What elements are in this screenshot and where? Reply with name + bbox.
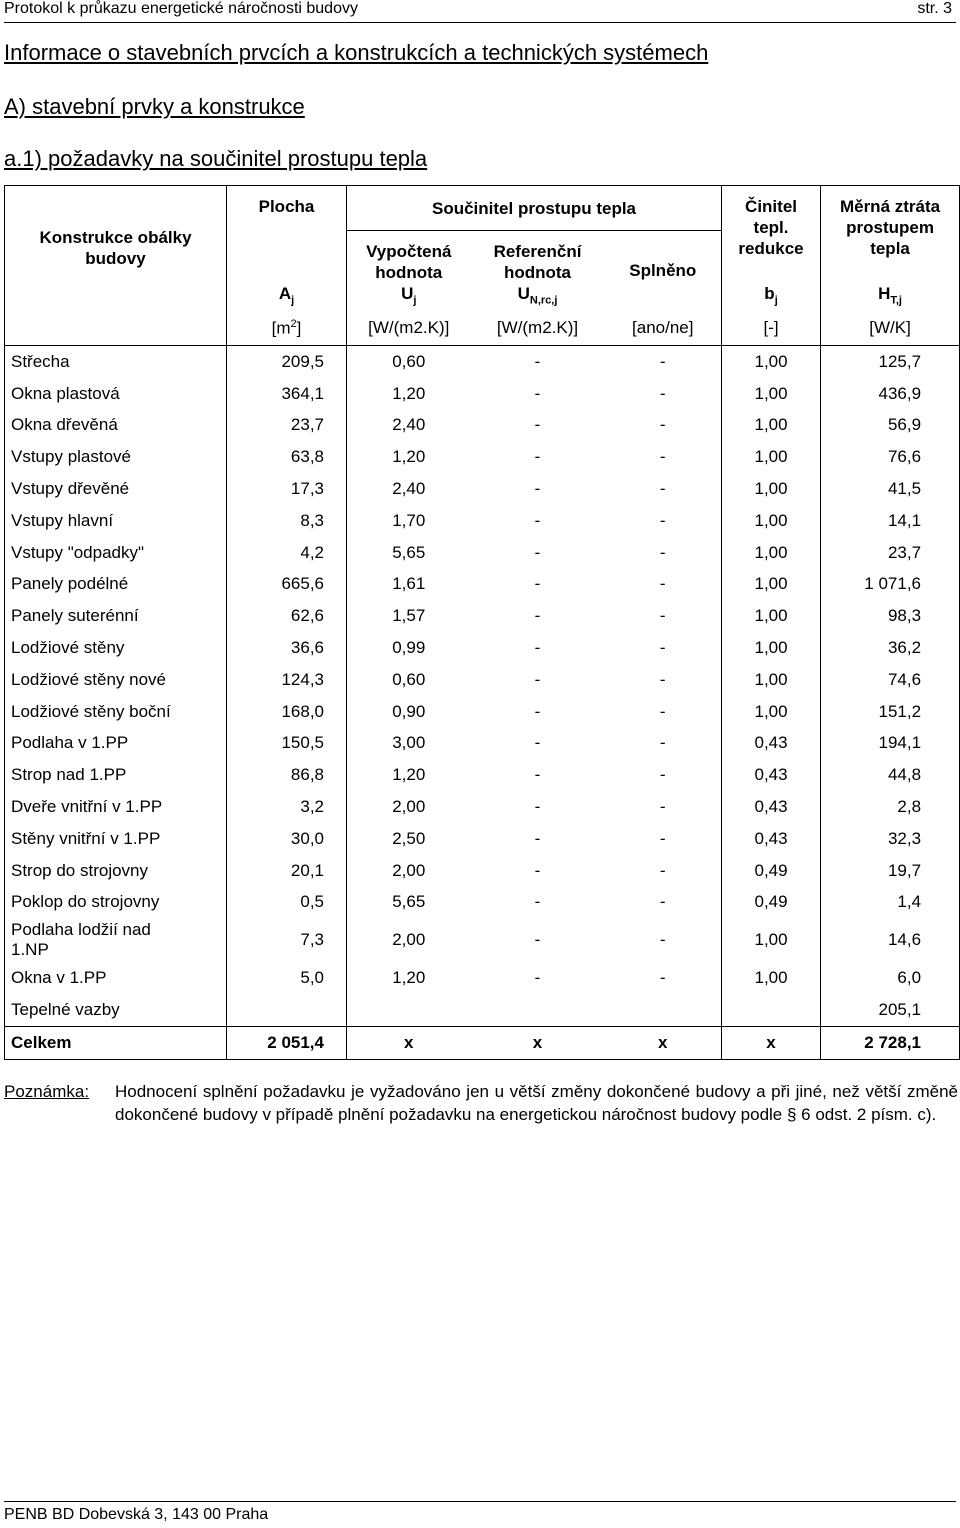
cell-uref: - [534,637,541,657]
unit-uref: [W/(m2.K)] [471,311,605,346]
table-row [5,823,960,855]
cell-plocha: 7,3 [227,918,347,962]
cell-plocha: 86,8 [227,759,347,791]
cell-b: 1,00 [722,441,821,473]
table-row [5,962,960,994]
cell-plocha: 36,6 [227,632,347,664]
table-row [5,632,960,664]
cell-uref: - [534,447,541,467]
cell-plocha: 150,5 [227,727,347,759]
cell-h: 151,2 [821,696,960,728]
table-row [5,600,960,632]
cell-plocha: 4,2 [227,537,347,569]
cell-h: 2,8 [821,791,960,823]
cell-plocha: 168,0 [227,696,347,728]
cell-splneno: - [659,930,666,950]
table-row [5,886,960,918]
cell-b: 0,43 [722,727,821,759]
cell-splneno: - [659,701,666,721]
page-number: str. 3 [917,0,952,17]
cell-b: 1,00 [722,345,821,377]
cell-u: 1,20 [347,441,471,473]
cell-u: 0,99 [347,632,471,664]
cell-konstrukce: Panely suterénní [11,606,139,626]
cell-uref: - [534,701,541,721]
cell-plocha: 17,3 [227,473,347,505]
cell-b: 1,00 [722,473,821,505]
cell-splneno: - [659,637,666,657]
cell-u: 1,20 [347,759,471,791]
cell-uref: - [534,542,541,562]
cell-u: 0,60 [347,664,471,696]
header-referencni: Referenční hodnota [471,231,605,283]
cell-b: 0,43 [722,791,821,823]
cell-h: 41,5 [821,473,960,505]
cell-splneno: - [659,415,666,435]
cell-konstrukce: Vstupy "odpadky" [11,542,145,562]
note [4,1080,958,1126]
cell-uref: - [534,478,541,498]
table-row [5,505,960,537]
cell-plocha: 30,0 [227,823,347,855]
cell-uref: - [534,930,541,950]
header-cinitel: Činitel tepl. redukce [722,186,821,283]
cell-u: 5,65 [347,537,471,569]
cell-u: 2,50 [347,823,471,855]
cell-u: 5,65 [347,886,471,918]
cell-h: 436,9 [821,378,960,410]
cell-plocha: 8,3 [227,505,347,537]
cell-konstrukce: Lodžiové stěny nové [11,669,166,689]
cell-h: 125,7 [821,345,960,377]
cell-uref: - [534,669,541,689]
cell-splneno: - [659,351,666,371]
table-row [5,918,960,962]
cell-empty [471,994,605,1026]
cell-h: 194,1 [821,727,960,759]
cell-splneno: - [659,574,666,594]
cell-konstrukce: Lodžiové stěny [11,637,125,657]
cell-b: 0,49 [722,855,821,887]
cell-u: 1,20 [347,962,471,994]
cell-b: 1,00 [722,962,821,994]
cell-h: 74,6 [821,664,960,696]
header-u-symbol: $U_j$ [347,283,471,311]
cell-empty [722,994,821,1026]
cell-uref: - [534,606,541,626]
cell-b: x [722,1026,821,1059]
cell-u: 3,00 [347,727,471,759]
cell-h: 44,8 [821,759,960,791]
cell-splneno: x [605,1026,722,1059]
cell-uref: x [471,1026,605,1059]
cell-b: 1,00 [722,918,821,962]
cell-splneno: - [659,796,666,816]
cell-u: 0,60 [347,345,471,377]
cell-plocha: 62,6 [227,600,347,632]
header-b-symbol: $b_j$ [722,283,821,311]
cell-u: 1,70 [347,505,471,537]
cell-b: 0,43 [722,823,821,855]
table-row [5,537,960,569]
cell-plocha: 3,2 [227,791,347,823]
cell-splneno: - [659,860,666,880]
cell-splneno: - [659,606,666,626]
cell-splneno: - [659,510,666,530]
cell-plocha: 665,6 [227,568,347,600]
cell-b: 1,00 [722,409,821,441]
cell-u: 1,20 [347,378,471,410]
table-row [5,696,960,728]
cell-b: 1,00 [722,568,821,600]
cell-h: 1 071,6 [821,568,960,600]
cell-plocha: 209,5 [227,345,347,377]
cell-splneno: - [659,765,666,785]
u-value-table [4,185,960,1060]
unit-splneno: [ano/ne] [605,311,722,346]
unit-b: [-] [722,311,821,346]
table-row [5,345,960,377]
cell-h: 1,4 [821,886,960,918]
cell-uref: - [534,574,541,594]
footer-text: PENB BD Dobevská 3, 143 00 Praha [4,1506,269,1523]
cell-h: 32,3 [821,823,960,855]
cell-empty [347,994,471,1026]
table-row [5,664,960,696]
cell-konstrukce: Strop nad 1.PP [11,765,127,785]
cell-uref: - [534,733,541,753]
note-text: Hodnocení splnění požadavku je vyžadováno jen u větší změny dokončené budovy a při jiné, než větší změně dokončené budovy v případě plnění požadavku na energetickou náročnost budovy podle § 6 odst. 2 písm. c). [115,1082,958,1124]
cell-konstrukce: Stěny vnitřní v 1.PP [11,828,161,848]
cell-plocha: 2 051,4 [227,1026,347,1059]
cell-konstrukce [5,918,227,962]
cell-h: 2 728,1 [821,1026,960,1059]
footer-divider [4,1501,956,1502]
cell-h: 98,3 [821,600,960,632]
cell-konstrukce: Celkem [5,1026,227,1059]
cell-konstrukce: Tepelné vazby [11,999,120,1019]
table-row [5,855,960,887]
cell-uref: - [534,351,541,371]
table-row [5,409,960,441]
cell-konstrukce: Dveře vnitřní v 1.PP [11,796,163,816]
cell-splneno: - [659,669,666,689]
cell-plocha: 124,3 [227,664,347,696]
cell-konstrukce: Okna plastová [11,383,120,403]
cell-splneno: - [659,968,666,988]
cell-konstrukce: Střecha [11,351,70,371]
cell-b: 1,00 [722,600,821,632]
cell-konstrukce: Poklop do strojovny [11,892,160,912]
cell-uref: - [534,860,541,880]
cell-splneno: - [659,892,666,912]
cell-konstrukce: Podlaha v 1.PP [11,733,129,753]
subsubsection-heading: a.1) požadavky na součinitel prostupu tepla [4,146,428,171]
cell-empty [227,994,347,1026]
header-vypoctena: Vypočtená hodnota [347,231,471,283]
cell-plocha: 20,1 [227,855,347,887]
cell-h: 19,7 [821,855,960,887]
units-empty [5,311,227,346]
table-row [5,441,960,473]
cell-empty [605,994,722,1026]
header-soucinitel: Součinitel prostupu tepla [347,186,722,231]
cell-plocha: 5,0 [227,962,347,994]
cell-b: 1,00 [722,664,821,696]
cell-uref: - [534,968,541,988]
table-row [5,791,960,823]
cell-splneno: - [659,542,666,562]
cell-konstrukce: Panely podélné [11,574,129,594]
cell-uref: - [534,415,541,435]
table-row [5,568,960,600]
header-splneno: Splněno [605,231,722,311]
cell-b: 0,43 [722,759,821,791]
table-row [5,1026,960,1059]
cell-u: 0,90 [347,696,471,728]
cell-splneno: - [659,383,666,403]
cell-b: 1,00 [722,378,821,410]
cell-konstrukce-line2: 1.NP [11,940,49,960]
table-row [5,727,960,759]
cell-konstrukce: Okna dřevěná [11,415,118,435]
cell-uref: - [534,765,541,785]
cell-plocha: 0,5 [227,886,347,918]
cell-h: 14,1 [821,505,960,537]
cell-uref: - [534,796,541,816]
cell-splneno: - [659,733,666,753]
cell-konstrukce: Lodžiové stěny boční [11,701,171,721]
cell-h: 36,2 [821,632,960,664]
cell-konstrukce-line1: Podlaha lodžií nad [11,920,151,940]
cell-u: 1,61 [347,568,471,600]
unit-h: [W/K] [821,311,960,346]
cell-u: 2,00 [347,918,471,962]
cell-konstrukce: Vstupy dřevěné [11,478,130,498]
cell-u: 1,57 [347,600,471,632]
cell-plocha: 364,1 [227,378,347,410]
cell-h: 205,1 [821,994,960,1026]
cell-uref: - [534,892,541,912]
unit-plocha: $[m^2]$ [227,311,347,346]
document-title: Protokol k průkazu energetické náročnosti budovy [4,0,358,17]
cell-splneno: - [659,828,666,848]
cell-konstrukce: Okna v 1.PP [11,968,107,988]
cell-h: 14,6 [821,918,960,962]
section-heading: Informace o stavebních prvcích a konstrukcích a technických systémech [4,40,709,65]
cell-splneno: - [659,447,666,467]
cell-h: 56,9 [821,409,960,441]
cell-h: 23,7 [821,537,960,569]
cell-uref: - [534,383,541,403]
cell-b: 1,00 [722,505,821,537]
cell-konstrukce: Strop do strojovny [11,860,149,880]
cell-plocha: 63,8 [227,441,347,473]
header-uref-symbol: $U_{N,rc,j}$ [517,283,558,306]
cell-u: 2,00 [347,791,471,823]
table-row [5,759,960,791]
table-row [5,473,960,505]
cell-splneno: - [659,478,666,498]
cell-u: 2,40 [347,473,471,505]
cell-konstrukce: Vstupy plastové [11,447,132,467]
header-h-symbol: $H_{T,j}$ [821,283,960,311]
cell-b: 1,00 [722,696,821,728]
cell-b: 1,00 [722,537,821,569]
table-row [5,378,960,410]
subsection-heading: A) stavební prvky a konstrukce [4,94,305,119]
unit-u: [W/(m2.K)] [347,311,471,346]
cell-uref: - [534,828,541,848]
note-label: Poznámka: [4,1082,90,1101]
table-row [5,994,960,1026]
header-plocha: Plocha [227,186,347,283]
header-divider [4,22,956,23]
header-merna: Měrná ztráta prostupem tepla [821,186,960,283]
header-konstrukce: Konstrukce obálky budovy [39,228,192,269]
cell-h: 76,6 [821,441,960,473]
cell-b: 0,49 [722,886,821,918]
cell-u: x [347,1026,471,1059]
header-plocha-symbol: $A_j$ [227,283,347,311]
cell-uref: - [534,510,541,530]
cell-plocha: 23,7 [227,409,347,441]
cell-u: 2,40 [347,409,471,441]
cell-h: 6,0 [821,962,960,994]
cell-u: 2,00 [347,855,471,887]
cell-b: 1,00 [722,632,821,664]
cell-konstrukce: Vstupy hlavní [11,510,114,530]
